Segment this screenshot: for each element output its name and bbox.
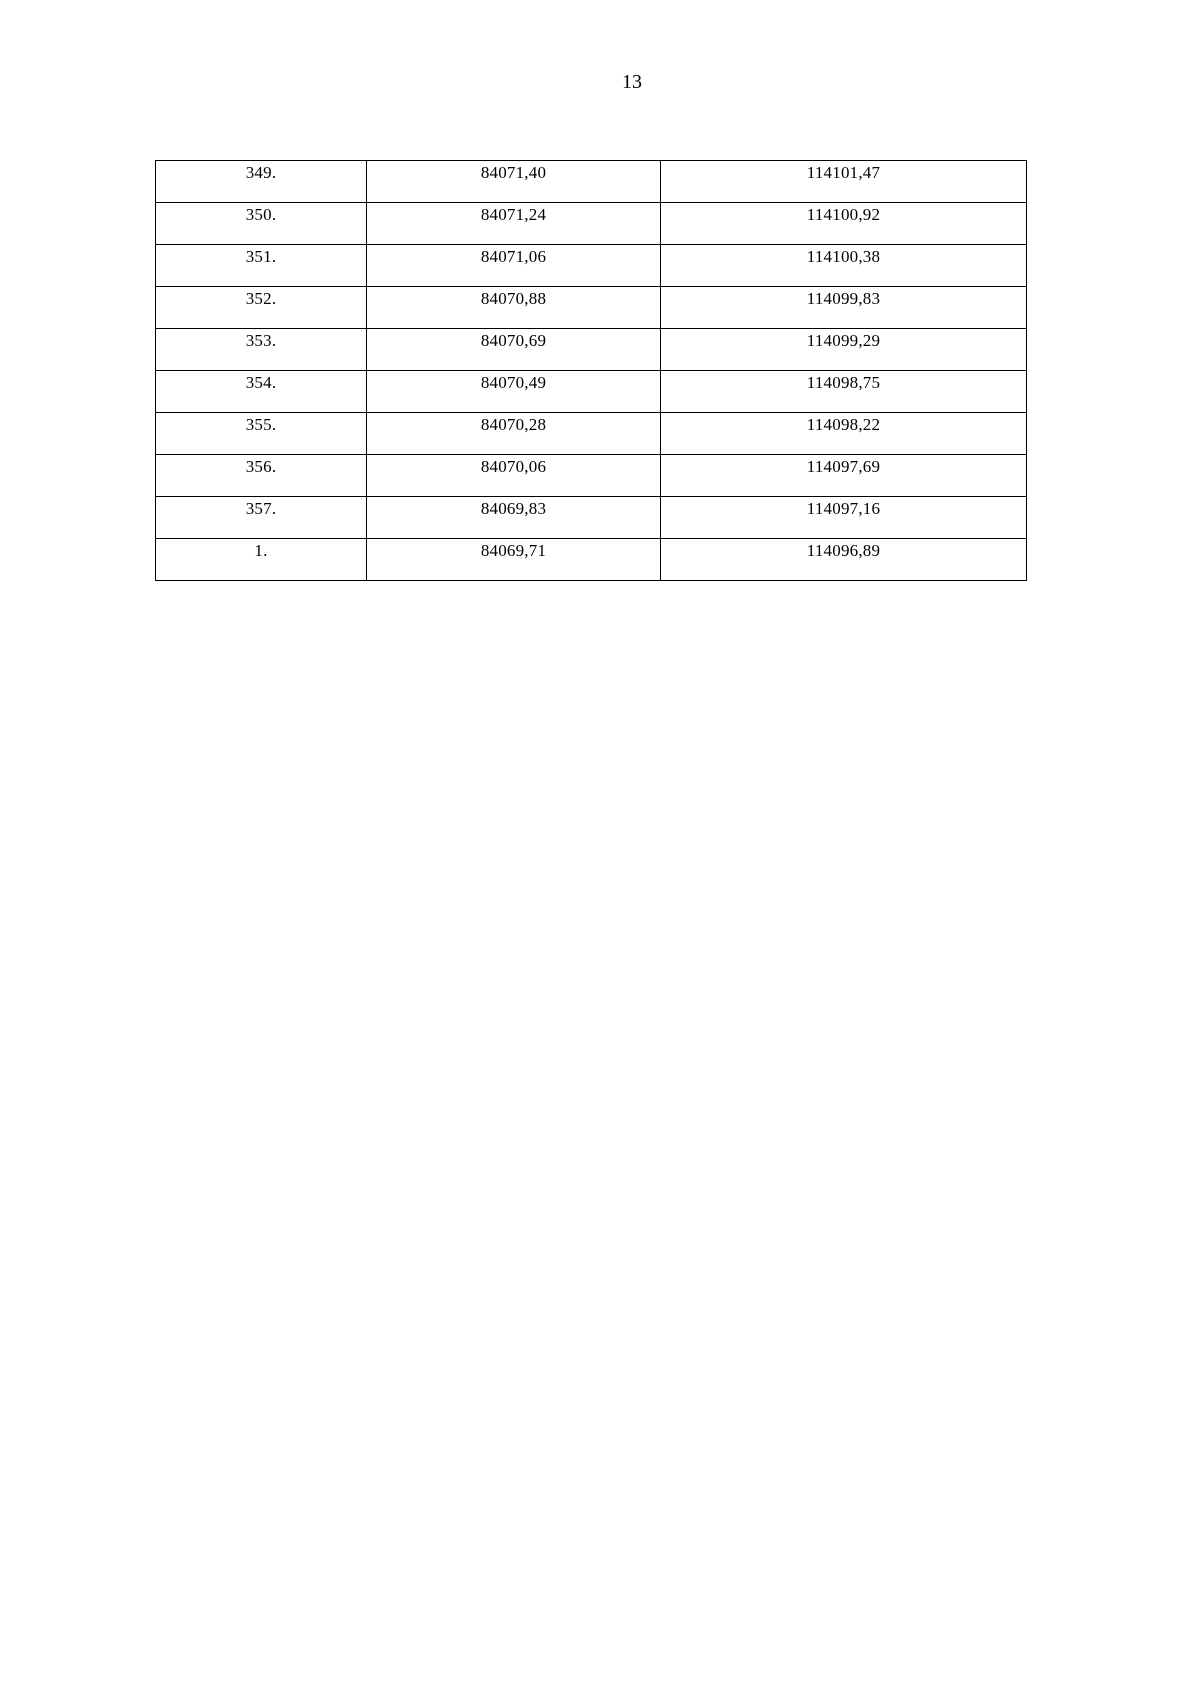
table-row [156, 455, 1027, 497]
x-coordinate-cell: 84070,06 [367, 455, 661, 497]
y-coordinate-cell: 114098,22 [661, 413, 1027, 455]
point-number-cell: 352. [156, 287, 367, 329]
y-coordinate-cell: 114100,38 [661, 245, 1027, 287]
y-coordinate-cell: 114096,89 [661, 539, 1027, 581]
point-number-cell: 350. [156, 203, 367, 245]
point-number-cell: 351. [156, 245, 367, 287]
y-coordinate-cell: 114097,69 [661, 455, 1027, 497]
point-number-cell: 353. [156, 329, 367, 371]
table-row [156, 161, 1027, 203]
table-row [156, 287, 1027, 329]
y-coordinate-cell: 114097,16 [661, 497, 1027, 539]
x-coordinate-cell: 84070,88 [367, 287, 661, 329]
point-number-cell: 349. [156, 161, 367, 203]
table-row [156, 371, 1027, 413]
table-row [156, 497, 1027, 539]
point-number-cell: 356. [156, 455, 367, 497]
x-coordinate-cell: 84069,71 [367, 539, 661, 581]
x-coordinate-cell: 84071,40 [367, 161, 661, 203]
table-row [156, 203, 1027, 245]
y-coordinate-cell: 114099,83 [661, 287, 1027, 329]
x-coordinate-cell: 84071,24 [367, 203, 661, 245]
point-number-cell: 354. [156, 371, 367, 413]
point-number-cell: 355. [156, 413, 367, 455]
table-row [156, 245, 1027, 287]
x-coordinate-cell: 84070,28 [367, 413, 661, 455]
y-coordinate-cell: 114101,47 [661, 161, 1027, 203]
x-coordinate-cell: 84070,49 [367, 371, 661, 413]
table-row [156, 539, 1027, 581]
point-number-cell: 357. [156, 497, 367, 539]
page-number: 13 [622, 71, 642, 93]
x-coordinate-cell: 84071,06 [367, 245, 661, 287]
x-coordinate-cell: 84069,83 [367, 497, 661, 539]
table-row [156, 413, 1027, 455]
coordinates-table [155, 160, 1027, 581]
x-coordinate-cell: 84070,69 [367, 329, 661, 371]
table-row [156, 329, 1027, 371]
point-number-cell: 1. [156, 539, 367, 581]
y-coordinate-cell: 114099,29 [661, 329, 1027, 371]
y-coordinate-cell: 114100,92 [661, 203, 1027, 245]
y-coordinate-cell: 114098,75 [661, 371, 1027, 413]
